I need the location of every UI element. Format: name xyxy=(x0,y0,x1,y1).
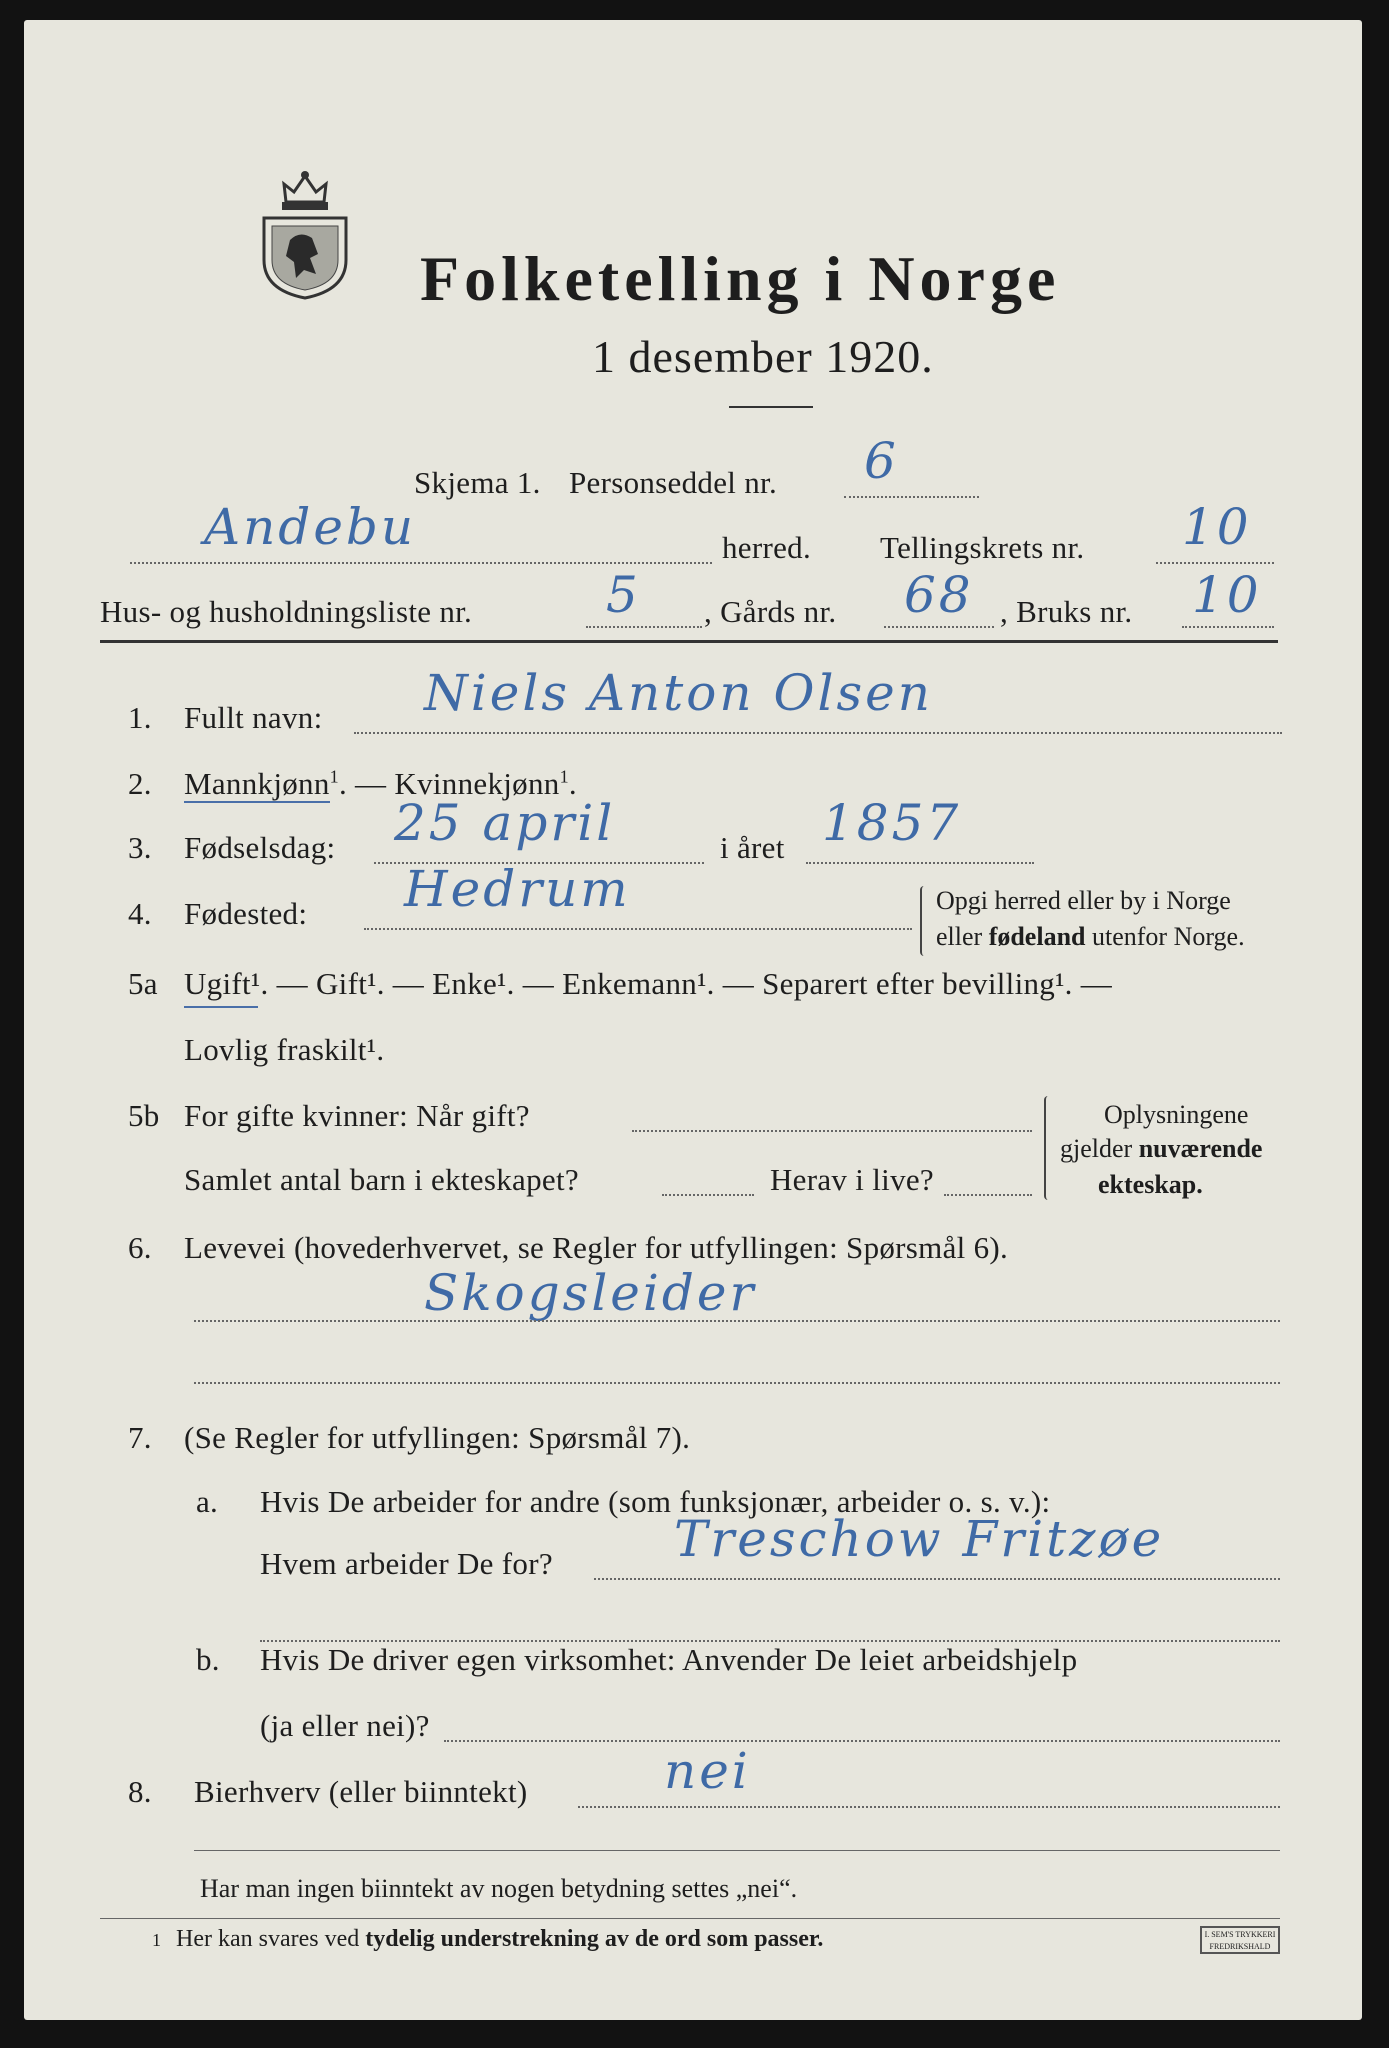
q2-options: Mannkjønn$^1$. — Kvinnekjønn$^1$. xyxy=(184,766,577,801)
q5b-note2: gjelder nuværende xyxy=(1060,1134,1263,1163)
q5b-line1[interactable] xyxy=(632,1130,1032,1132)
q8-line xyxy=(578,1806,1280,1808)
footnote-number: 1 xyxy=(152,1930,161,1950)
q7a-answer-line xyxy=(594,1578,1280,1580)
q4-note2: eller fødeland utenfor Norge. xyxy=(936,922,1245,951)
q5b-line2[interactable] xyxy=(662,1194,754,1196)
q3-year-value[interactable]: 1857 xyxy=(822,794,962,852)
q6-number: 6. xyxy=(128,1230,152,1265)
footnote-text: Her kan svares ved tydelig understrekning av de ord som passer. xyxy=(176,1926,824,1952)
q7a-letter: a. xyxy=(196,1484,219,1519)
q5b-brace xyxy=(1044,1096,1052,1200)
q8-label: Bierhverv (eller biinntekt) xyxy=(194,1774,528,1809)
husliste-label: Hus- og husholdningsliste nr. xyxy=(100,594,473,629)
form-title: Folketelling i Norge xyxy=(420,243,1061,314)
census-form xyxy=(24,20,1362,2020)
q6-line1 xyxy=(194,1320,1280,1322)
q7b-line2: (ja eller nei)? xyxy=(260,1708,430,1743)
q4-brace xyxy=(920,886,928,956)
bruks-label: , Bruks nr. xyxy=(1000,594,1133,629)
q5b-line3[interactable] xyxy=(944,1194,1032,1196)
q3-number: 3. xyxy=(128,830,152,865)
coat-of-arms-icon xyxy=(256,170,354,300)
q3-year-line xyxy=(806,862,1034,864)
q7-label: (Se Regler for utfyllingen: Spørsmål 7). xyxy=(184,1420,691,1455)
header-rule xyxy=(100,640,1278,643)
q7a-line1: Hvis De arbeider for andre (som funksjonær, arbeider o. s. v.): xyxy=(260,1484,1051,1519)
q5a-line1[interactable]: Ugift¹. — Gift¹. — Enke¹. — Enkemann¹. — Separert efter bevilling¹. — xyxy=(184,966,1113,1001)
q5b-number: 5b xyxy=(128,1098,160,1133)
footer-note: Har man ingen biinntekt av nogen betydning settes „nei“. xyxy=(200,1874,798,1903)
q5b-note3: ekteskap. xyxy=(1098,1170,1203,1199)
personseddel-label: Personseddel nr. xyxy=(569,465,777,500)
q6-line2[interactable] xyxy=(194,1382,1280,1384)
census-date: 1 desember 1920. xyxy=(592,331,934,382)
q8-number: 8. xyxy=(128,1774,152,1809)
q4-note1: Opgi herred eller by i Norge xyxy=(936,886,1231,915)
q3-year-label: i året xyxy=(720,830,785,865)
bruks-value[interactable]: 10 xyxy=(1192,566,1262,624)
q2-female[interactable]: Kvinnekjønn xyxy=(394,766,560,801)
gards-value[interactable]: 68 xyxy=(904,566,974,624)
q2-sep: . — xyxy=(338,766,395,801)
bruks-line xyxy=(1182,626,1274,628)
q1-label: Fullt navn: xyxy=(184,700,323,735)
husliste-value[interactable]: 5 xyxy=(606,566,641,624)
skjema-label: Skjema 1. xyxy=(414,465,541,500)
printer-stamp: I. SEM'S TRYKKERI FREDRIKSHALD xyxy=(1200,1926,1280,1954)
q8-value[interactable]: nei xyxy=(664,1742,751,1800)
q5b-label3: Herav i live? xyxy=(770,1162,934,1197)
personseddel-line xyxy=(844,496,979,498)
personseddel-value[interactable]: 6 xyxy=(864,432,899,490)
q3-label: Fødselsdag: xyxy=(184,830,336,865)
tellingskrets-label: Tellingskrets nr. xyxy=(880,530,1085,565)
q7b-answer-line[interactable] xyxy=(444,1740,1280,1742)
q2-number: 2. xyxy=(128,766,152,801)
q7a-value[interactable]: Treschow Fritzøe xyxy=(674,1510,1165,1568)
q7b-line1: Hvis De driver egen virksomhet: Anvender De leiet arbeidshjelp xyxy=(260,1642,1078,1677)
q2-male[interactable]: Mannkjønn xyxy=(184,766,330,801)
q1-line xyxy=(354,732,1282,734)
footnote-rule xyxy=(100,1918,1280,1919)
q6-label: Levevei (hovederhvervet, se Regler for utfyllingen: Spørsmål 6). xyxy=(184,1230,1009,1265)
q4-line xyxy=(364,928,912,930)
q1-number: 1. xyxy=(128,700,152,735)
q5a-ugift-underline xyxy=(184,1006,258,1008)
q4-number: 4. xyxy=(128,896,152,931)
q7-number: 7. xyxy=(128,1420,152,1455)
title-divider xyxy=(729,406,813,408)
q5b-label1: For gifte kvinner: Når gift? xyxy=(184,1098,530,1133)
q3-value[interactable]: 25 april xyxy=(394,794,616,852)
q4-label: Fødested: xyxy=(184,896,308,931)
gards-line xyxy=(884,626,994,628)
q4-value[interactable]: Hedrum xyxy=(404,860,631,918)
tellingskrets-line xyxy=(1156,562,1274,564)
herred-label: herred. xyxy=(722,530,812,565)
footer-rule xyxy=(194,1850,1280,1851)
herred-line xyxy=(130,562,712,564)
tellingskrets-value[interactable]: 10 xyxy=(1182,498,1252,556)
q6-value[interactable]: Skogsleider xyxy=(424,1264,757,1322)
gards-label: , Gårds nr. xyxy=(704,594,837,629)
husliste-line xyxy=(586,626,702,628)
q1-value[interactable]: Niels Anton Olsen xyxy=(424,664,933,722)
q5a-number: 5a xyxy=(128,966,158,1001)
q5a-line2[interactable]: Lovlig fraskilt¹. xyxy=(184,1032,385,1067)
q5b-label2: Samlet antal barn i ekteskapet? xyxy=(184,1162,579,1197)
q5b-note1: Oplysningene xyxy=(1104,1100,1249,1129)
q7a-line2: Hvem arbeider De for? xyxy=(260,1546,553,1581)
q2-end: . xyxy=(568,766,577,801)
herred-value[interactable]: Andebu xyxy=(204,498,417,556)
q7b-letter: b. xyxy=(196,1642,220,1677)
